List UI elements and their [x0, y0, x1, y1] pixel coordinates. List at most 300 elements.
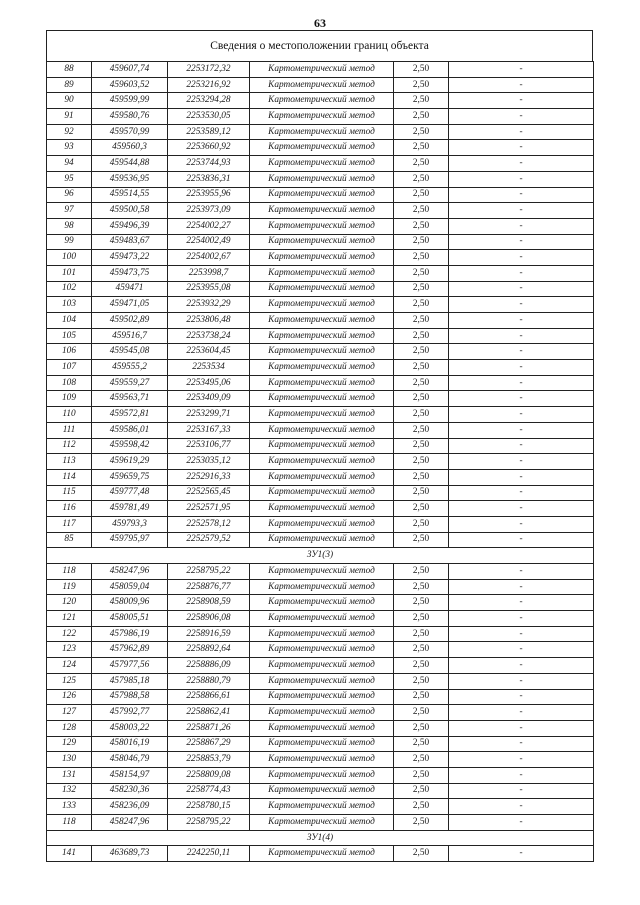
method-cell: Картометрический метод [250, 516, 394, 532]
x-coordinate-cell: 459781,49 [92, 501, 168, 517]
accuracy-cell: 2,50 [394, 485, 449, 501]
x-coordinate-cell: 458009,96 [92, 595, 168, 611]
accuracy-cell: 2,50 [394, 265, 449, 281]
description-cell: - [449, 705, 594, 721]
x-coordinate-cell: 459502,89 [92, 313, 168, 329]
method-cell: Картометрический метод [250, 564, 394, 580]
y-coordinate-cell: 2258892,64 [168, 642, 250, 658]
y-coordinate-cell: 2253299,71 [168, 407, 250, 423]
point-number-cell: 107 [47, 360, 92, 376]
table-row [47, 642, 594, 658]
description-cell: - [449, 124, 594, 140]
y-coordinate-cell: 2253738,24 [168, 328, 250, 344]
x-coordinate-cell: 458247,96 [92, 815, 168, 831]
table-row [47, 564, 594, 580]
point-number-cell: 99 [47, 234, 92, 250]
table-row [47, 611, 594, 627]
point-number-cell: 127 [47, 705, 92, 721]
description-cell: - [449, 171, 594, 187]
description-cell: - [449, 140, 594, 156]
point-number-cell: 110 [47, 407, 92, 423]
y-coordinate-cell: 2253955,08 [168, 281, 250, 297]
boundary-sheet [46, 30, 593, 862]
y-coordinate-cell: 2258871,26 [168, 720, 250, 736]
y-coordinate-cell: 2252578,12 [168, 516, 250, 532]
description-cell: - [449, 626, 594, 642]
accuracy-cell: 2,50 [394, 815, 449, 831]
accuracy-cell: 2,50 [394, 564, 449, 580]
method-cell: Картометрический метод [250, 218, 394, 234]
coordinates-table [46, 61, 594, 862]
method-cell: Картометрический метод [250, 783, 394, 799]
description-cell: - [449, 815, 594, 831]
method-cell: Картометрический метод [250, 156, 394, 172]
x-coordinate-cell: 459580,76 [92, 109, 168, 125]
table-row [47, 187, 594, 203]
y-coordinate-cell: 2258876,77 [168, 579, 250, 595]
description-cell: - [449, 203, 594, 219]
table-row [47, 62, 594, 78]
x-coordinate-cell: 459586,01 [92, 422, 168, 438]
y-coordinate-cell: 2253495,06 [168, 375, 250, 391]
y-coordinate-cell: 2258886,09 [168, 658, 250, 674]
description-cell: - [449, 297, 594, 313]
method-cell: Картометрический метод [250, 501, 394, 517]
accuracy-cell: 2,50 [394, 501, 449, 517]
method-cell: Картометрический метод [250, 265, 394, 281]
table-row [47, 265, 594, 281]
accuracy-cell: 2,50 [394, 579, 449, 595]
table-row [47, 407, 594, 423]
point-number-cell: 92 [47, 124, 92, 140]
table-row [47, 422, 594, 438]
description-cell: - [449, 438, 594, 454]
accuracy-cell: 2,50 [394, 438, 449, 454]
point-number-cell: 126 [47, 689, 92, 705]
x-coordinate-cell: 459514,55 [92, 187, 168, 203]
x-coordinate-cell: 458236,09 [92, 799, 168, 815]
y-coordinate-cell: 2253106,77 [168, 438, 250, 454]
y-coordinate-cell: 2253806,48 [168, 313, 250, 329]
accuracy-cell: 2,50 [394, 516, 449, 532]
method-cell: Картометрический метод [250, 203, 394, 219]
method-cell: Картометрический метод [250, 720, 394, 736]
x-coordinate-cell: 459563,71 [92, 391, 168, 407]
table-row [47, 171, 594, 187]
y-coordinate-cell: 2258774,43 [168, 783, 250, 799]
accuracy-cell: 2,50 [394, 171, 449, 187]
method-cell: Картометрический метод [250, 767, 394, 783]
description-cell: - [449, 109, 594, 125]
point-number-cell: 124 [47, 658, 92, 674]
description-cell: - [449, 846, 594, 862]
method-cell: Картометрический метод [250, 407, 394, 423]
x-coordinate-cell: 459598,42 [92, 438, 168, 454]
section-row [47, 830, 594, 846]
method-cell: Картометрический метод [250, 313, 394, 329]
y-coordinate-cell: 2253167,33 [168, 422, 250, 438]
table-row [47, 485, 594, 501]
table-row [47, 140, 594, 156]
x-coordinate-cell: 459559,27 [92, 375, 168, 391]
table-row [47, 658, 594, 674]
table-row [47, 77, 594, 93]
method-cell: Картометрический метод [250, 689, 394, 705]
x-coordinate-cell: 457962,89 [92, 642, 168, 658]
description-cell: - [449, 375, 594, 391]
y-coordinate-cell: 2253744,93 [168, 156, 250, 172]
accuracy-cell: 2,50 [394, 469, 449, 485]
table-title: Сведения о местоположении границ объекта [46, 30, 593, 61]
accuracy-cell: 2,50 [394, 156, 449, 172]
description-cell: - [449, 93, 594, 109]
table-row [47, 799, 594, 815]
description-cell: - [449, 783, 594, 799]
x-coordinate-cell: 458005,51 [92, 611, 168, 627]
x-coordinate-cell: 459496,39 [92, 218, 168, 234]
point-number-cell: 123 [47, 642, 92, 658]
point-number-cell: 104 [47, 313, 92, 329]
table-row [47, 375, 594, 391]
x-coordinate-cell: 459795,97 [92, 532, 168, 548]
x-coordinate-cell: 457986,19 [92, 626, 168, 642]
y-coordinate-cell: 2252579,52 [168, 532, 250, 548]
point-number-cell: 100 [47, 250, 92, 266]
table-row [47, 281, 594, 297]
table-row [47, 501, 594, 517]
point-number-cell: 96 [47, 187, 92, 203]
y-coordinate-cell: 2258908,59 [168, 595, 250, 611]
x-coordinate-cell: 459793,3 [92, 516, 168, 532]
table-row [47, 313, 594, 329]
point-number-cell: 120 [47, 595, 92, 611]
table-row [47, 673, 594, 689]
accuracy-cell: 2,50 [394, 375, 449, 391]
accuracy-cell: 2,50 [394, 846, 449, 862]
x-coordinate-cell: 459473,22 [92, 250, 168, 266]
table-row [47, 234, 594, 250]
y-coordinate-cell: 2258866,61 [168, 689, 250, 705]
table-row [47, 438, 594, 454]
method-cell: Картометрический метод [250, 611, 394, 627]
x-coordinate-cell: 459607,74 [92, 62, 168, 78]
point-number-cell: 132 [47, 783, 92, 799]
method-cell: Картометрический метод [250, 736, 394, 752]
x-coordinate-cell: 458230,36 [92, 783, 168, 799]
y-coordinate-cell: 2252571,95 [168, 501, 250, 517]
y-coordinate-cell: 2258853,79 [168, 752, 250, 768]
description-cell: - [449, 156, 594, 172]
description-cell: - [449, 422, 594, 438]
y-coordinate-cell: 2252565,45 [168, 485, 250, 501]
x-coordinate-cell: 457992,77 [92, 705, 168, 721]
y-coordinate-cell: 2258880,79 [168, 673, 250, 689]
x-coordinate-cell: 459659,75 [92, 469, 168, 485]
table-row [47, 203, 594, 219]
method-cell: Картометрический метод [250, 532, 394, 548]
description-cell: - [449, 532, 594, 548]
method-cell: Картометрический метод [250, 124, 394, 140]
accuracy-cell: 2,50 [394, 532, 449, 548]
accuracy-cell: 2,50 [394, 109, 449, 125]
y-coordinate-cell: 2252916,33 [168, 469, 250, 485]
description-cell: - [449, 673, 594, 689]
point-number-cell: 103 [47, 297, 92, 313]
x-coordinate-cell: 459516,7 [92, 328, 168, 344]
y-coordinate-cell: 2258795,22 [168, 815, 250, 831]
accuracy-cell: 2,50 [394, 736, 449, 752]
method-cell: Картометрический метод [250, 846, 394, 862]
x-coordinate-cell: 457977,56 [92, 658, 168, 674]
description-cell: - [449, 265, 594, 281]
description-cell: - [449, 595, 594, 611]
y-coordinate-cell: 2253604,45 [168, 344, 250, 360]
table-row [47, 109, 594, 125]
accuracy-cell: 2,50 [394, 720, 449, 736]
table-row [47, 815, 594, 831]
y-coordinate-cell: 2254002,49 [168, 234, 250, 250]
table-row [47, 360, 594, 376]
accuracy-cell: 2,50 [394, 297, 449, 313]
point-number-cell: 128 [47, 720, 92, 736]
table-row [47, 93, 594, 109]
accuracy-cell: 2,50 [394, 391, 449, 407]
accuracy-cell: 2,50 [394, 642, 449, 658]
point-number-cell: 98 [47, 218, 92, 234]
point-number-cell: 105 [47, 328, 92, 344]
point-number-cell: 125 [47, 673, 92, 689]
y-coordinate-cell: 2253035,12 [168, 454, 250, 470]
accuracy-cell: 2,50 [394, 234, 449, 250]
y-coordinate-cell: 2258795,22 [168, 564, 250, 580]
method-cell: Картометрический метод [250, 454, 394, 470]
y-coordinate-cell: 2253172,32 [168, 62, 250, 78]
accuracy-cell: 2,50 [394, 595, 449, 611]
x-coordinate-cell: 458154,97 [92, 767, 168, 783]
point-number-cell: 109 [47, 391, 92, 407]
description-cell: - [449, 313, 594, 329]
table-row [47, 752, 594, 768]
description-cell: - [449, 344, 594, 360]
table-row [47, 720, 594, 736]
accuracy-cell: 2,50 [394, 218, 449, 234]
x-coordinate-cell: 459500,58 [92, 203, 168, 219]
table-row [47, 124, 594, 140]
description-cell: - [449, 360, 594, 376]
method-cell: Картометрический метод [250, 752, 394, 768]
y-coordinate-cell: 2253998,7 [168, 265, 250, 281]
method-cell: Картометрический метод [250, 375, 394, 391]
section-row [47, 548, 594, 564]
y-coordinate-cell: 2258780,15 [168, 799, 250, 815]
description-cell: - [449, 469, 594, 485]
table-row [47, 705, 594, 721]
point-number-cell: 116 [47, 501, 92, 517]
table-row [47, 218, 594, 234]
description-cell: - [449, 767, 594, 783]
table-row [47, 595, 594, 611]
x-coordinate-cell: 459560,3 [92, 140, 168, 156]
point-number-cell: 130 [47, 752, 92, 768]
accuracy-cell: 2,50 [394, 328, 449, 344]
description-cell: - [449, 642, 594, 658]
y-coordinate-cell: 2258867,29 [168, 736, 250, 752]
table-row [47, 344, 594, 360]
point-number-cell: 117 [47, 516, 92, 532]
description-cell: - [449, 752, 594, 768]
point-number-cell: 95 [47, 171, 92, 187]
accuracy-cell: 2,50 [394, 62, 449, 78]
description-cell: - [449, 516, 594, 532]
x-coordinate-cell: 459471,05 [92, 297, 168, 313]
accuracy-cell: 2,50 [394, 689, 449, 705]
accuracy-cell: 2,50 [394, 752, 449, 768]
x-coordinate-cell: 458003,22 [92, 720, 168, 736]
accuracy-cell: 2,50 [394, 705, 449, 721]
table-row [47, 156, 594, 172]
accuracy-cell: 2,50 [394, 407, 449, 423]
point-number-cell: 133 [47, 799, 92, 815]
point-number-cell: 93 [47, 140, 92, 156]
description-cell: - [449, 564, 594, 580]
accuracy-cell: 2,50 [394, 454, 449, 470]
point-number-cell: 111 [47, 422, 92, 438]
y-coordinate-cell: 2253836,31 [168, 171, 250, 187]
y-coordinate-cell: 2258906,08 [168, 611, 250, 627]
y-coordinate-cell: 2253530,05 [168, 109, 250, 125]
y-coordinate-cell: 2258862,41 [168, 705, 250, 721]
method-cell: Картометрический метод [250, 438, 394, 454]
method-cell: Картометрический метод [250, 391, 394, 407]
method-cell: Картометрический метод [250, 140, 394, 156]
point-number-cell: 141 [47, 846, 92, 862]
point-number-cell: 131 [47, 767, 92, 783]
method-cell: Картометрический метод [250, 281, 394, 297]
point-number-cell: 119 [47, 579, 92, 595]
table-row [47, 689, 594, 705]
y-coordinate-cell: 2258916,59 [168, 626, 250, 642]
accuracy-cell: 2,50 [394, 124, 449, 140]
description-cell: - [449, 485, 594, 501]
accuracy-cell: 2,50 [394, 611, 449, 627]
point-number-cell: 121 [47, 611, 92, 627]
x-coordinate-cell: 457988,58 [92, 689, 168, 705]
page-number: 63 [314, 16, 326, 30]
x-coordinate-cell: 459483,67 [92, 234, 168, 250]
method-cell: Картометрический метод [250, 579, 394, 595]
point-number-cell: 90 [47, 93, 92, 109]
point-number-cell: 113 [47, 454, 92, 470]
accuracy-cell: 2,50 [394, 673, 449, 689]
x-coordinate-cell: 459570,99 [92, 124, 168, 140]
table-row [47, 532, 594, 548]
method-cell: Картометрический метод [250, 626, 394, 642]
x-coordinate-cell: 459555,2 [92, 360, 168, 376]
accuracy-cell: 2,50 [394, 313, 449, 329]
method-cell: Картометрический метод [250, 658, 394, 674]
point-number-cell: 94 [47, 156, 92, 172]
accuracy-cell: 2,50 [394, 658, 449, 674]
method-cell: Картометрический метод [250, 109, 394, 125]
method-cell: Картометрический метод [250, 422, 394, 438]
section-label: ЗУ1(4) [47, 830, 594, 846]
method-cell: Картометрический метод [250, 77, 394, 93]
description-cell: - [449, 799, 594, 815]
x-coordinate-cell: 459544,88 [92, 156, 168, 172]
table-row [47, 516, 594, 532]
point-number-cell: 112 [47, 438, 92, 454]
method-cell: Картометрический метод [250, 595, 394, 611]
point-number-cell: 115 [47, 485, 92, 501]
method-cell: Картометрический метод [250, 469, 394, 485]
description-cell: - [449, 454, 594, 470]
method-cell: Картометрический метод [250, 187, 394, 203]
description-cell: - [449, 234, 594, 250]
method-cell: Картометрический метод [250, 705, 394, 721]
y-coordinate-cell: 2258809,08 [168, 767, 250, 783]
description-cell: - [449, 62, 594, 78]
y-coordinate-cell: 2253955,96 [168, 187, 250, 203]
method-cell: Картометрический метод [250, 485, 394, 501]
section-label: ЗУ1(3) [47, 548, 594, 564]
x-coordinate-cell: 459545,08 [92, 344, 168, 360]
point-number-cell: 108 [47, 375, 92, 391]
y-coordinate-cell: 2253660,92 [168, 140, 250, 156]
table-row [47, 454, 594, 470]
coordinates-table-body [47, 62, 594, 862]
accuracy-cell: 2,50 [394, 344, 449, 360]
point-number-cell: 118 [47, 815, 92, 831]
accuracy-cell: 2,50 [394, 203, 449, 219]
point-number-cell: 85 [47, 532, 92, 548]
y-coordinate-cell: 2254002,27 [168, 218, 250, 234]
x-coordinate-cell: 459619,29 [92, 454, 168, 470]
method-cell: Картометрический метод [250, 799, 394, 815]
y-coordinate-cell: 2253589,12 [168, 124, 250, 140]
y-coordinate-cell: 2242250,11 [168, 846, 250, 862]
table-row [47, 846, 594, 862]
table-row [47, 250, 594, 266]
method-cell: Картометрический метод [250, 328, 394, 344]
x-coordinate-cell: 459471 [92, 281, 168, 297]
table-row [47, 328, 594, 344]
point-number-cell: 106 [47, 344, 92, 360]
method-cell: Картометрический метод [250, 93, 394, 109]
y-coordinate-cell: 2253409,09 [168, 391, 250, 407]
description-cell: - [449, 501, 594, 517]
x-coordinate-cell: 458016,19 [92, 736, 168, 752]
x-coordinate-cell: 458046,79 [92, 752, 168, 768]
x-coordinate-cell: 458247,96 [92, 564, 168, 580]
table-row [47, 469, 594, 485]
description-cell: - [449, 736, 594, 752]
description-cell: - [449, 250, 594, 266]
point-number-cell: 101 [47, 265, 92, 281]
x-coordinate-cell: 459599,99 [92, 93, 168, 109]
x-coordinate-cell: 457985,18 [92, 673, 168, 689]
table-row [47, 297, 594, 313]
accuracy-cell: 2,50 [394, 140, 449, 156]
accuracy-cell: 2,50 [394, 93, 449, 109]
table-row [47, 579, 594, 595]
y-coordinate-cell: 2253294,28 [168, 93, 250, 109]
method-cell: Картометрический метод [250, 344, 394, 360]
table-row [47, 783, 594, 799]
description-cell: - [449, 281, 594, 297]
description-cell: - [449, 218, 594, 234]
accuracy-cell: 2,50 [394, 783, 449, 799]
method-cell: Картометрический метод [250, 815, 394, 831]
